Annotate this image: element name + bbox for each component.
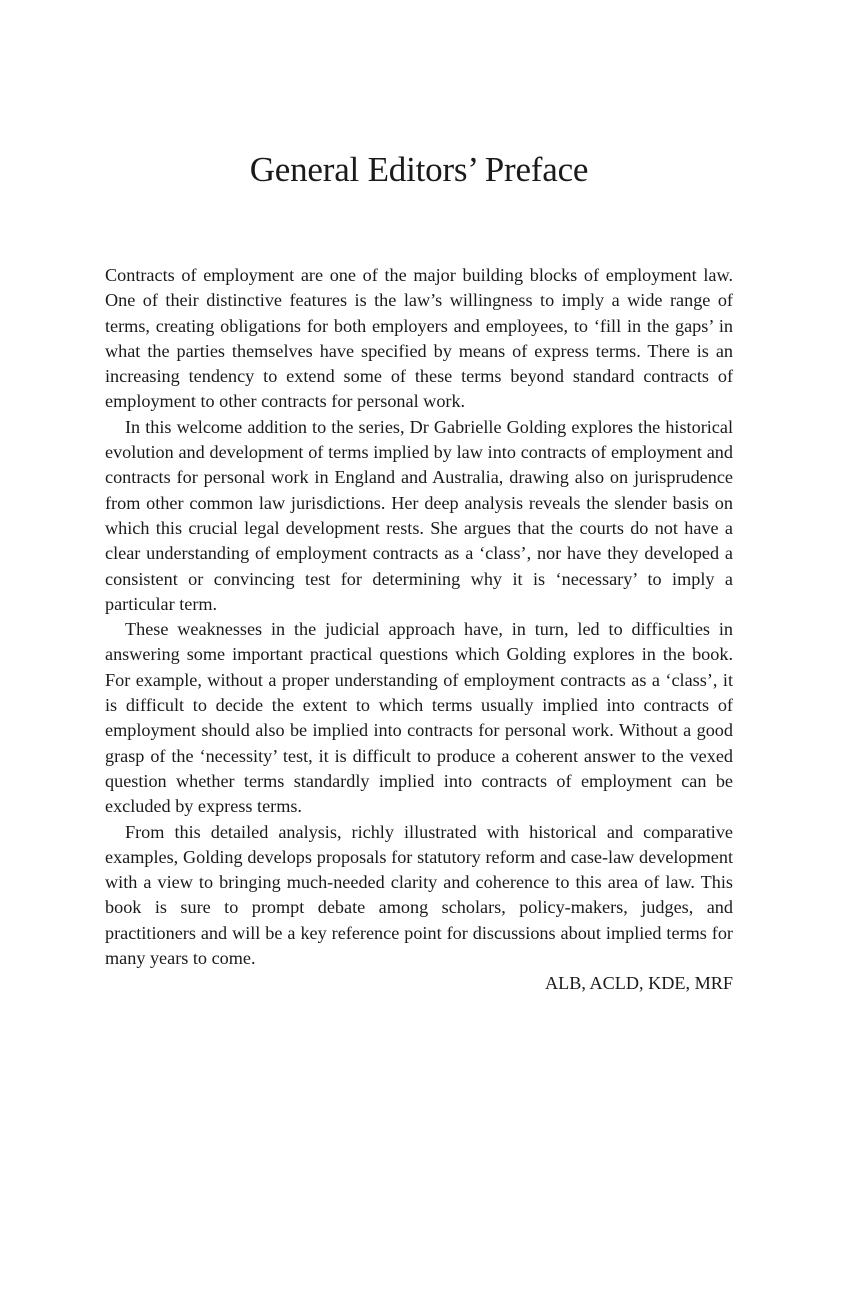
paragraph-4: From this detailed analysis, richly illustrated with historical and comparative examples, Golding develops proposals for statutory reform and case-law development with a view to bringing much-needed clarity and coherence to this area of law. This book is sure to prompt debate among scholars, policy-makers, judges, and practitioners and will be a key reference point for discussions about implied terms for many years to come.	[105, 821, 733, 969]
page-title: General Editors’ Preface	[249, 150, 589, 189]
paragraph-1: Contracts of employment are one of the major building blocks of employment law. One of their distinctive features is the law’s willingness to imply a wide range of terms, creating obligations for both employers and employees, to ‘fill in the gaps’ in what the parties themselves have specified by means of express terms. There is an increasing tendency to extend some of these terms beyond standard contracts of employment to other contracts for personal work.	[105, 265, 733, 412]
editors-signature: ALB, ACLD, KDE, MRF	[545, 973, 733, 994]
paragraph-2: In this welcome addition to the series, Dr Gabrielle Golding explores the historical evolution and development of terms implied by law into contracts of employment and contracts for personal work in England and Australia, drawing also on jurisprudence from other common law jurisdictions. Her deep analysis reveals the slender basis on which this crucial legal development rests. She argues that the courts do not have a clear understanding of employment contracts as a ‘class’, nor have they developed a consistent or convincing test for determining why it is ‘necessary’ to imply a particular term.	[105, 416, 733, 614]
paragraph-3: These weaknesses in the judicial approach have, in turn, led to difficulties in answering some important practical questions which Golding explores in the book. For example, without a proper understanding of employment contracts as a ‘class’, it is difficult to decide the extent to which terms usually implied into contracts of employment should also be implied into contracts for personal work. Without a good grasp of the ‘necessity’ test, it is difficult to produce a coherent answer to the vexed question whether terms standardly implied into contracts of employment can be excluded by express terms.	[105, 619, 733, 817]
preface-body	[105, 263, 733, 997]
